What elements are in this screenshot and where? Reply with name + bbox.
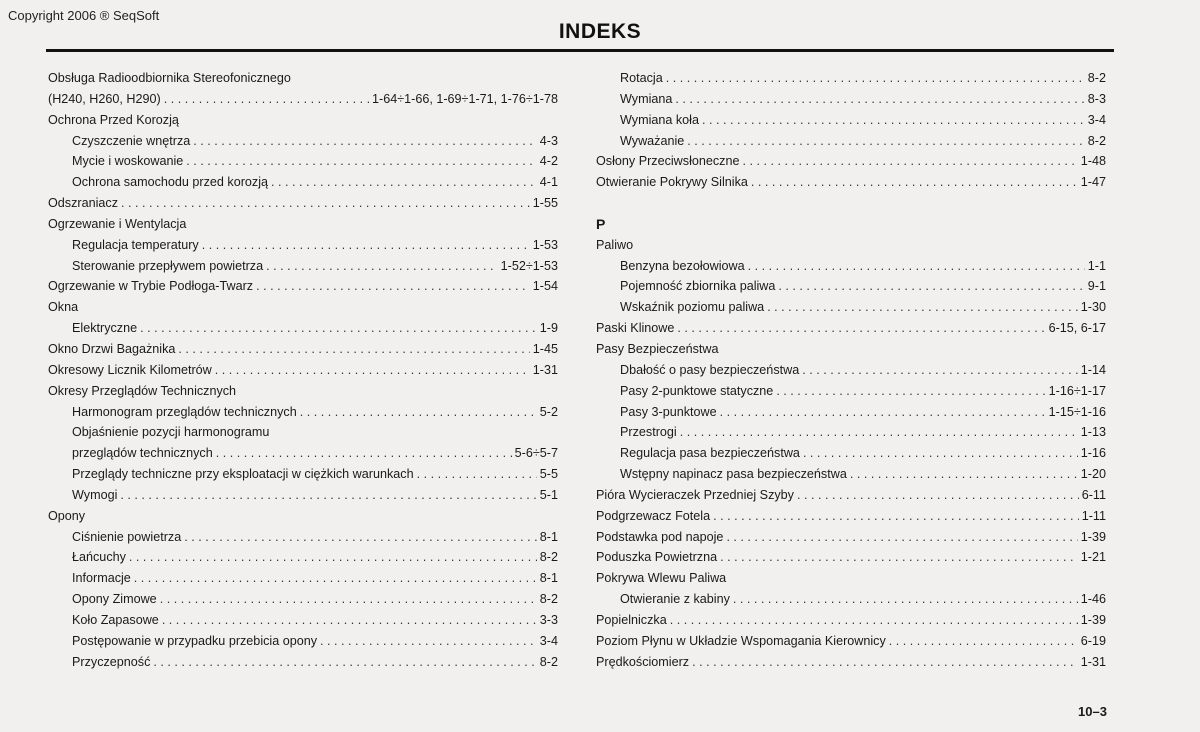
index-entry-label: Przeglądy techniczne przy eksploatacji w ciężkich warunkach (72, 467, 414, 482)
index-entry-label: Mycie i woskowanie (72, 154, 184, 169)
index-leader-dots (720, 547, 1078, 568)
index-entry (596, 339, 1106, 360)
index-leader-dots (713, 506, 1079, 527)
index-entry-label: Otwieranie z kabiny (620, 592, 730, 607)
index-entry (596, 589, 1106, 610)
index-leader-dots (153, 652, 536, 673)
index-entry (48, 339, 558, 360)
index-entry-label: Paski Klinowe (596, 321, 675, 336)
index-entry-page: 5-2 (539, 404, 558, 419)
index-entry (48, 652, 558, 673)
copyright-notice: Copyright 2006 ® SeqSoft (8, 8, 160, 23)
index-section-letter (596, 214, 1106, 235)
title-rule (46, 49, 1114, 52)
index-entry (48, 485, 558, 506)
index-entry (596, 402, 1106, 423)
index-entry-label: Podgrzewacz Fotela (596, 508, 711, 523)
index-entry-label: Ciśnienie powietrza (72, 529, 182, 544)
index-entry (596, 464, 1106, 485)
index-entry (48, 527, 558, 548)
index-entry-label: Paliwo (596, 237, 634, 252)
index-entry (596, 568, 1106, 589)
index-entry-page: 6-15, 6-17 (1048, 321, 1106, 336)
index-entry-page: 1-9 (539, 321, 558, 336)
index-entry (596, 318, 1106, 339)
index-entry-page: 1-46 (1080, 592, 1106, 607)
index-entry (596, 610, 1106, 631)
index-entry (596, 652, 1106, 673)
index-leader-dots (193, 131, 537, 152)
index-entry (596, 297, 1106, 318)
index-leader-dots (140, 318, 537, 339)
index-entry (48, 256, 558, 277)
index-entry (596, 151, 1106, 172)
index-leader-dots (726, 527, 1077, 548)
index-entry-label: Sterowanie przepływem powietrza (72, 258, 264, 273)
index-leader-dots (748, 256, 1085, 277)
index-leader-dots (666, 68, 1085, 89)
index-entry-label: Postępowanie w przypadku przebicia opony (72, 633, 318, 648)
index-leader-dots (184, 527, 537, 548)
index-leader-dots (121, 193, 530, 214)
index-entry-label: Ochrona samochodu przed korozją (72, 175, 269, 190)
index-leader-dots (767, 297, 1078, 318)
index-entry-label: Objaśnienie pozycji harmonogramu (72, 425, 270, 440)
index-leader-dots (680, 422, 1078, 443)
index-entry-page: 1-16÷1-17 (1048, 383, 1106, 398)
index-entry-page: 3-4 (539, 633, 558, 648)
index-entry-page: 1-54 (532, 279, 558, 294)
index-leader-dots (778, 276, 1084, 297)
index-leader-dots (751, 172, 1078, 193)
index-entry-page: 6-19 (1080, 633, 1106, 648)
index-column-right (596, 68, 1106, 672)
index-entry-label: Poziom Płynu w Układzie Wspomagania Kierownicy (596, 633, 886, 648)
index-entry-page: 8-2 (539, 654, 558, 669)
index-entry (596, 527, 1106, 548)
index-entry-page: 4-1 (539, 175, 558, 190)
index-entry (596, 547, 1106, 568)
index-entry-page: 5-5 (539, 467, 558, 482)
index-entry-page: 9-1 (1087, 279, 1106, 294)
index-entry-label: Łańcuchy (72, 550, 126, 565)
index-entry (48, 110, 558, 131)
index-entry (596, 256, 1106, 277)
index-entry-label: Wymiana koła (620, 112, 699, 127)
index-entry (48, 151, 558, 172)
index-entry-label: Dbałość o pasy bezpieczeństwa (620, 362, 800, 377)
index-entry (48, 276, 558, 297)
index-leader-dots (889, 631, 1078, 652)
index-entry-label: Pasy 2-punktowe statyczne (620, 383, 774, 398)
index-entry-page: 8-2 (1087, 71, 1106, 85)
index-leader-dots (271, 172, 537, 193)
index-entry-label: Prędkościomierz (596, 654, 690, 669)
index-entry-label: Regulacja pasa bezpieczeństwa (620, 446, 800, 461)
index-entry (48, 68, 558, 89)
index-entry-label: Okresy Przeglądów Technicznych (48, 383, 237, 398)
index-leader-dots (417, 464, 537, 485)
index-entry-label: Obsługa Radioodbiornika Stereofonicznego (48, 71, 291, 85)
index-entry-label: Opony (48, 508, 86, 523)
index-entry-label: Wymogi (72, 487, 118, 502)
index-entry (596, 110, 1106, 131)
index-entry-label: Wyważanie (620, 133, 685, 148)
index-entry-label: Okresowy Licznik Kilometrów (48, 362, 212, 377)
index-entry (596, 360, 1106, 381)
index-entry-page: 8-1 (539, 571, 558, 586)
index-leader-dots (202, 235, 530, 256)
index-entry-label: Pasy 3-punktowe (620, 404, 717, 419)
index-entry-label: Koło Zapasowe (72, 612, 159, 627)
index-leader-dots (120, 485, 536, 506)
index-entry-label: P (596, 215, 606, 232)
index-entry (48, 172, 558, 193)
index-entry-page: 1-1 (1087, 258, 1106, 273)
index-entry-page: 1-45 (532, 341, 558, 356)
index-entry-page: 1-21 (1080, 550, 1106, 565)
index-leader-dots (687, 131, 1085, 152)
index-entry (596, 631, 1106, 652)
index-leader-dots (803, 443, 1078, 464)
index-leader-dots (692, 652, 1078, 673)
index-entry-page: 5-6÷5-7 (514, 446, 558, 461)
index-entry-page: 4-3 (539, 133, 558, 148)
index-entry (48, 402, 558, 423)
index-entry-page: 3-4 (1087, 112, 1106, 127)
index-entry-label: Poduszka Powietrzna (596, 550, 718, 565)
index-leader-dots (320, 631, 537, 652)
index-leader-dots (134, 568, 537, 589)
index-entry (48, 631, 558, 652)
index-leader-dots (850, 464, 1078, 485)
index-entry-label: Popielniczka (596, 612, 667, 627)
index-entry-label: Osłony Przeciwsłoneczne (596, 154, 740, 169)
index-entry-page: 1-52÷1-53 (500, 258, 558, 273)
index-entry-page: 1-39 (1080, 612, 1106, 627)
index-entry-label: Pasy Bezpieczeństwa (596, 341, 719, 356)
index-entry-label: Elektryczne (72, 321, 138, 336)
index-entry-label: Ogrzewanie w Trybie Podłoga-Twarz (48, 279, 254, 294)
index-entry-label: Benzyna bezołowiowa (620, 258, 745, 273)
index-entry-page: 1-31 (1080, 654, 1106, 669)
index-entry (48, 547, 558, 568)
index-entry-page: 1-64÷1-66, 1-69÷1-71, 1-76÷1-78 (372, 91, 558, 106)
index-entry (596, 485, 1106, 506)
index-entry-label: Ochrona Przed Korozją (48, 112, 179, 127)
index-leader-dots (215, 360, 530, 381)
index-entry-label: Wskaźnik poziomu paliwa (620, 300, 765, 315)
index-leader-dots (720, 402, 1046, 423)
index-entry (596, 506, 1106, 527)
index-entry-label: Podstawka pod napoje (596, 529, 724, 544)
section-spacer (596, 193, 1106, 214)
index-entry-page: 8-2 (539, 550, 558, 565)
index-entry-page: 1-53 (532, 237, 558, 252)
index-entry (596, 172, 1106, 193)
index-entry (596, 276, 1106, 297)
index-entry (48, 214, 558, 235)
index-entry-page: 8-2 (1087, 133, 1106, 148)
index-entry (48, 235, 558, 256)
index-entry-page: 1-48 (1080, 154, 1106, 169)
index-entry-page: 8-2 (539, 592, 558, 607)
index-leader-dots (797, 485, 1079, 506)
index-entry (596, 443, 1106, 464)
index-entry-page: 8-3 (1087, 91, 1106, 106)
index-entry (596, 89, 1106, 110)
index-entry (48, 464, 558, 485)
index-leader-dots (216, 443, 512, 464)
index-entry-page: 1-20 (1080, 467, 1106, 482)
index-entry-label: przeglądów technicznych (72, 446, 213, 461)
index-entry-label: Otwieranie Pokrywy Silnika (596, 175, 748, 190)
index-entry-page: 1-15÷1-16 (1048, 404, 1106, 419)
index-entry-page: 8-1 (539, 529, 558, 544)
index-leader-dots (186, 151, 537, 172)
index-entry-label: Pojemność zbiornika paliwa (620, 279, 776, 294)
index-leader-dots (677, 318, 1045, 339)
index-entry-page: 1-47 (1080, 175, 1106, 190)
index-entry-page: 1-55 (532, 196, 558, 211)
index-entry-label: Ogrzewanie i Wentylacja (48, 216, 187, 231)
index-leader-dots (670, 610, 1078, 631)
index-entry (48, 89, 558, 110)
index-entry-page: 1-16 (1080, 446, 1106, 461)
index-leader-dots (266, 256, 498, 277)
index-leader-dots (178, 339, 529, 360)
index-entry (48, 297, 558, 318)
index-entry-label: Harmonogram przeglądów technicznych (72, 404, 297, 419)
index-entry-page: 1-31 (532, 362, 558, 377)
index-entry (48, 610, 558, 631)
index-entry (596, 381, 1106, 402)
index-entry (596, 131, 1106, 152)
index-leader-dots (675, 89, 1084, 110)
index-entry (48, 443, 558, 464)
index-entry-label: Informacje (72, 571, 131, 586)
index-entry (596, 422, 1106, 443)
index-entry-label: Odszraniacz (48, 196, 118, 211)
index-entry (48, 381, 558, 402)
page-title: INDEKS (558, 20, 642, 43)
index-entry-page: 5-1 (539, 487, 558, 502)
index-leader-dots (300, 402, 537, 423)
index-entry-page: 1-39 (1080, 529, 1106, 544)
index-column-left (48, 68, 558, 672)
index-entry-page: 4-2 (539, 154, 558, 169)
index-entry (48, 360, 558, 381)
index-leader-dots (164, 89, 369, 110)
index-leader-dots (129, 547, 537, 568)
index-entry-page: 3-3 (539, 612, 558, 627)
index-entry-label: Okna (48, 300, 79, 315)
index-entry-page: 1-30 (1080, 300, 1106, 315)
index-leader-dots (160, 589, 537, 610)
index-entry-label: Regulacja temperatury (72, 237, 199, 252)
index-entry (48, 422, 558, 443)
index-entry-label: Wstępny napinacz pasa bezpieczeństwa (620, 467, 847, 482)
index-leader-dots (702, 110, 1085, 131)
index-entry-label: (H240, H260, H290) (48, 91, 161, 106)
index-entry (596, 68, 1106, 89)
index-entry-label: Przyczepność (72, 654, 151, 669)
index-entry-label: Przestrogi (620, 425, 677, 440)
index-entry (48, 589, 558, 610)
index-leader-dots (256, 276, 530, 297)
index-entry-page: 1-11 (1081, 508, 1106, 523)
index-entry-page: 1-13 (1080, 425, 1106, 440)
index-entry (48, 318, 558, 339)
index-entry-page: 6-11 (1081, 487, 1106, 502)
index-entry-page: 1-14 (1080, 362, 1106, 377)
index-entry-label: Wymiana (620, 91, 673, 106)
index-entry (48, 506, 558, 527)
index-entry-label: Opony Zimowe (72, 592, 157, 607)
index-entry-label: Czyszczenie wnętrza (72, 133, 191, 148)
index-leader-dots (802, 360, 1078, 381)
index-entry-label: Rotacja (620, 71, 663, 85)
index-entry (48, 131, 558, 152)
index-entry (596, 235, 1106, 256)
index-entry-label: Okno Drzwi Bagażnika (48, 341, 176, 356)
index-leader-dots (162, 610, 537, 631)
index-leader-dots (776, 381, 1045, 402)
page-number: 10–3 (1078, 704, 1107, 719)
index-leader-dots (743, 151, 1078, 172)
index-entry (48, 193, 558, 214)
index-entry (48, 568, 558, 589)
index-leader-dots (733, 589, 1078, 610)
index-entry-label: Pióra Wycieraczek Przedniej Szyby (596, 487, 794, 502)
index-entry-label: Pokrywa Wlewu Paliwa (596, 571, 727, 586)
